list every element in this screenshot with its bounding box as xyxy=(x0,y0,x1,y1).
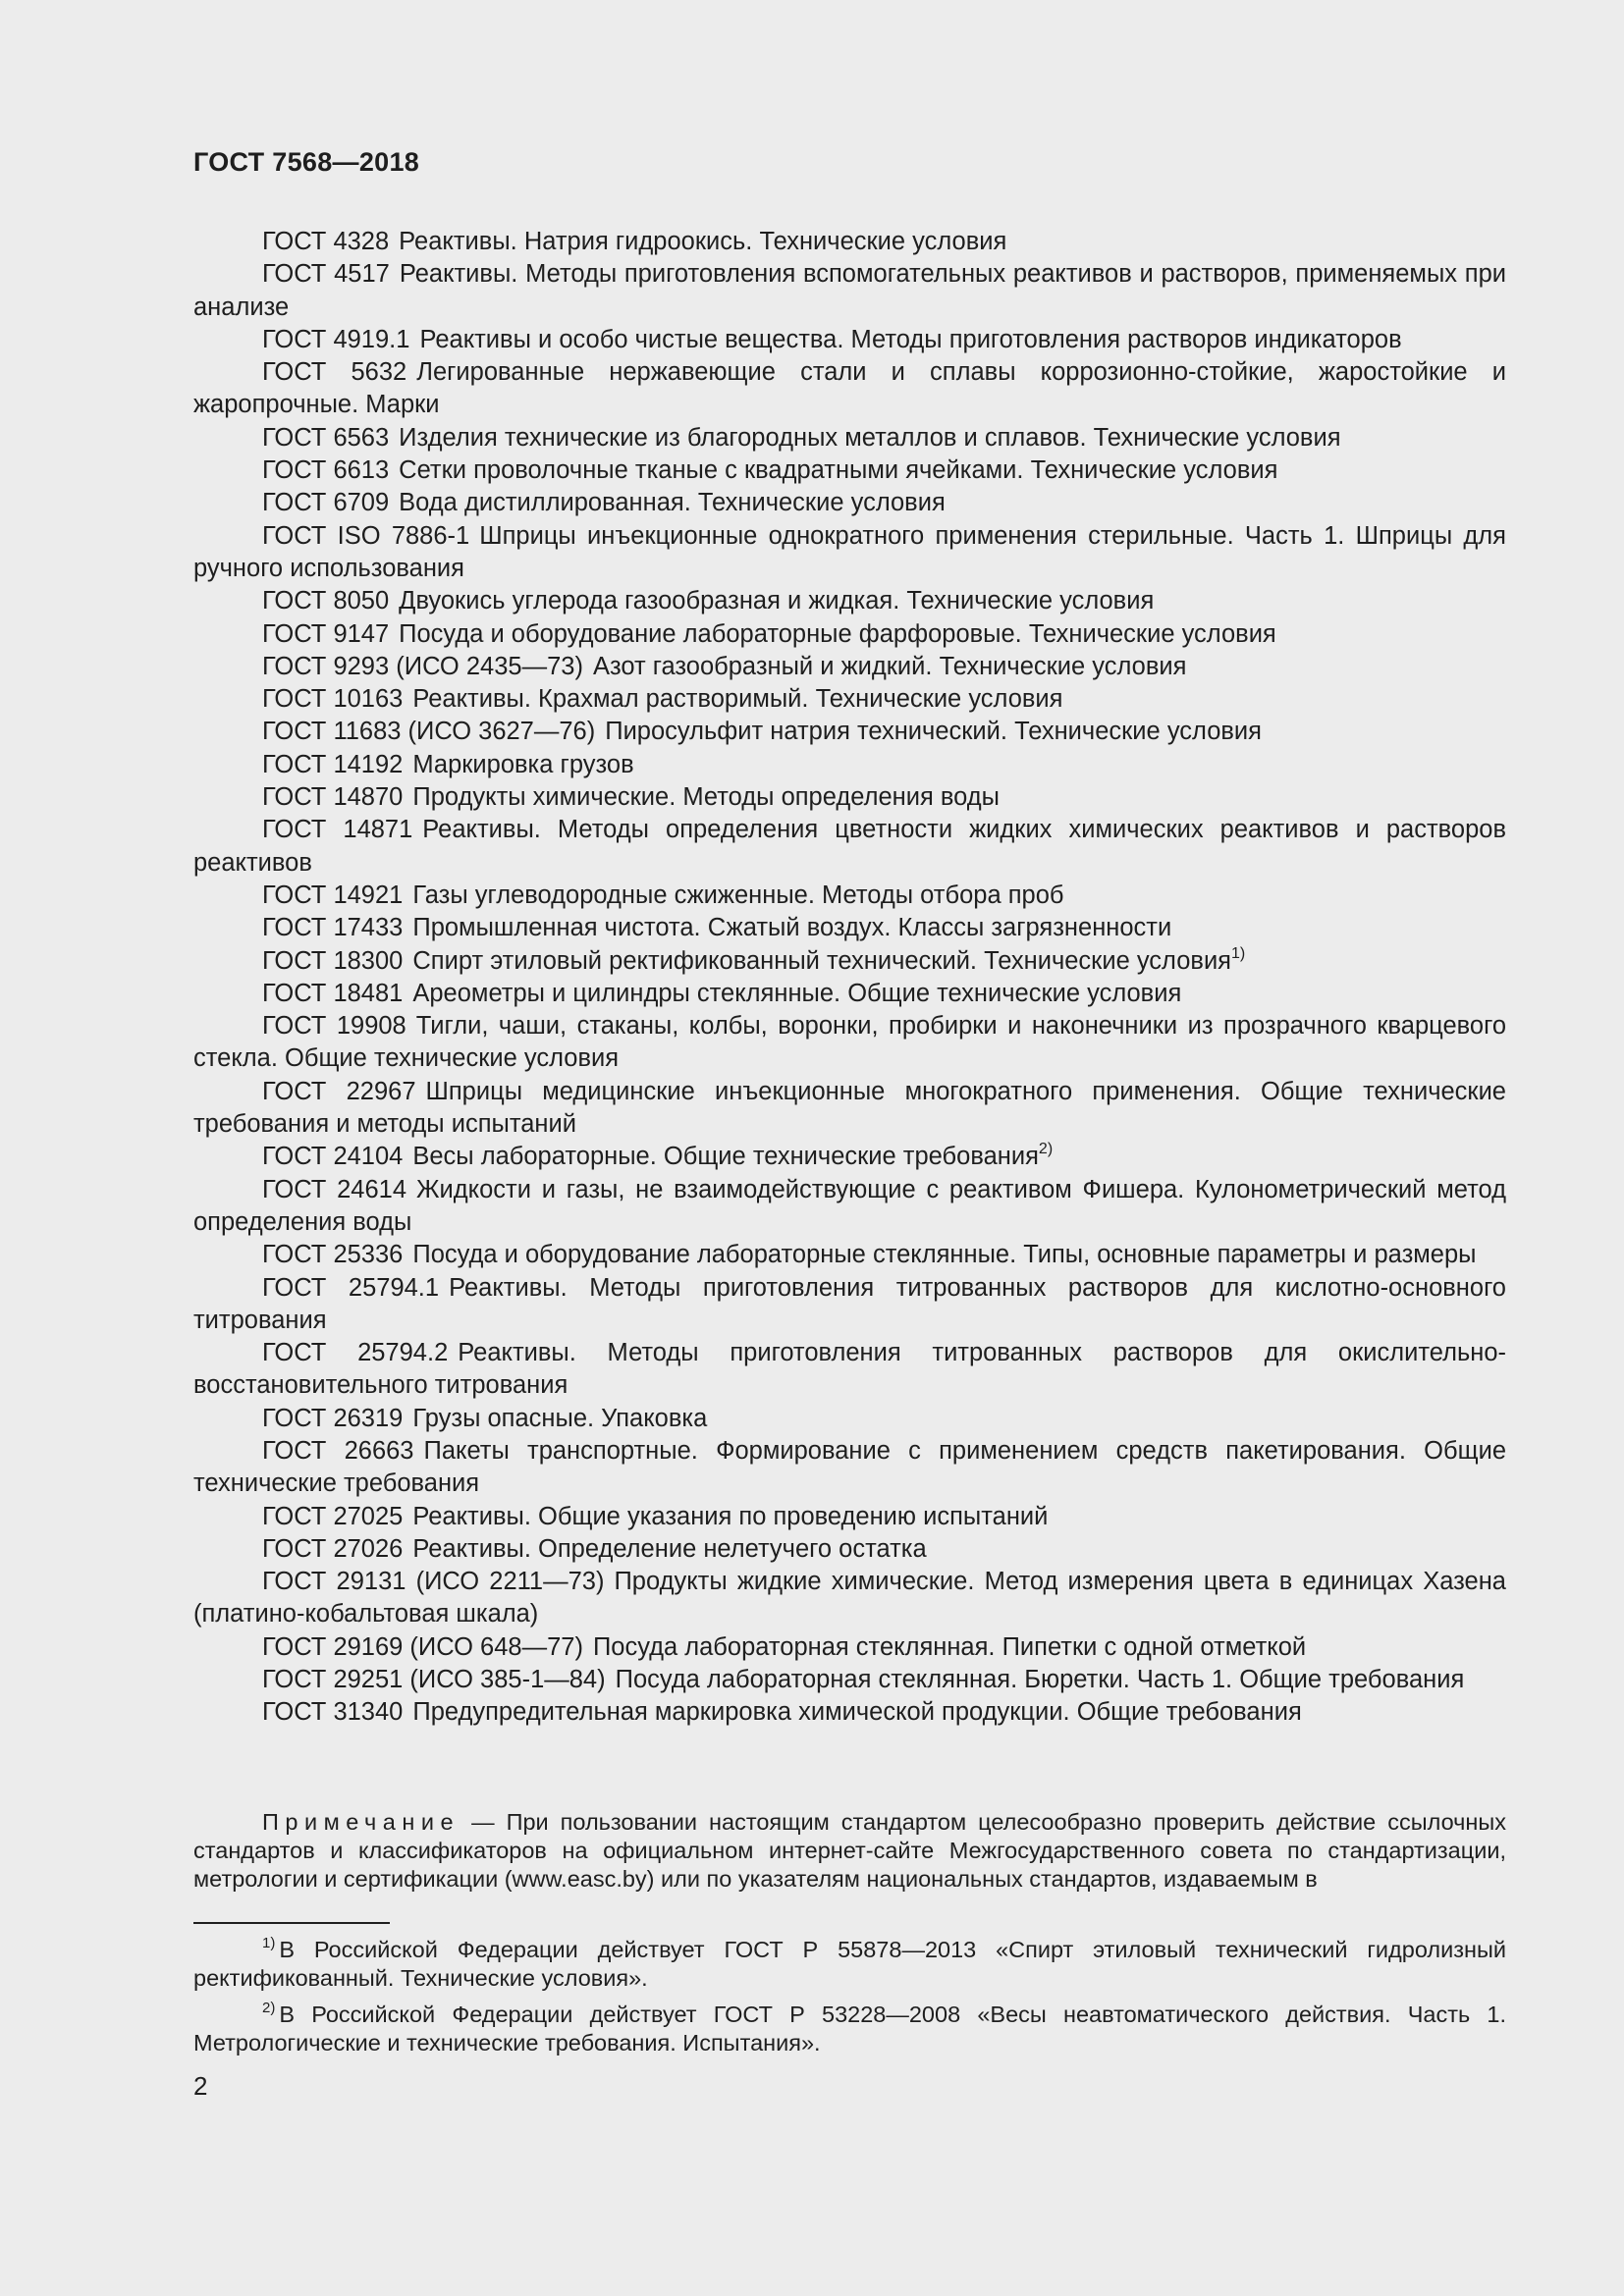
reference-title: Вода дистиллированная. Технические условия xyxy=(399,489,946,517)
footnote-mark: 2) xyxy=(262,2000,276,2016)
reference-title: Реактивы. Натрия гидроокись. Технические условия xyxy=(399,228,1007,255)
reference-code: ГОСТ 9147 xyxy=(262,619,390,648)
reference-title: Посуда и оборудование лабораторные фарфоровые. Технические условия xyxy=(399,619,1276,648)
reference-code: ГОСТ 14192 xyxy=(262,750,404,778)
reference-item xyxy=(193,1174,1506,1240)
reference-item xyxy=(193,880,1506,912)
reference-title: Реактивы. Общие указания по проведению испытаний xyxy=(412,1502,1049,1530)
reference-title: Реактивы. Методы приготовления титрованных растворов для окислительно-восстановительного титрования xyxy=(193,1339,1506,1400)
reference-item xyxy=(193,356,1506,422)
reference-title: Промышленная чистота. Сжатый воздух. Классы загрязненности xyxy=(412,914,1172,942)
note-text: — При пользовании настоящим стандартом целесообразно проверить действие ссылочных стандартов и классификаторов на официальном интернет-сайте Межгосударственного совета по стандартизации, метрологии и сертификации (www.easc.by) или по указателям национальных стандартов, издаваемым в xyxy=(193,1809,1507,1892)
reference-code: ГОСТ 8050 xyxy=(262,587,390,615)
reference-code: ГОСТ 5632 xyxy=(262,358,407,387)
reference-code: ГОСТ 6613 xyxy=(262,456,390,485)
reference-item xyxy=(193,1631,1506,1664)
reference-title: Предупредительная маркировка химической продукции. Общие требования xyxy=(412,1698,1302,1727)
footnote-separator xyxy=(193,1922,390,1924)
reference-item xyxy=(193,1337,1506,1403)
reference-item xyxy=(193,912,1506,944)
reference-title: Спирт этиловый ректификованный технический. Технические условия xyxy=(412,946,1231,975)
reference-code: ГОСТ 4919.1 xyxy=(262,325,410,353)
reference-item xyxy=(193,1533,1506,1566)
reference-code: ГОСТ 24614 xyxy=(262,1175,407,1203)
reference-title: Посуда лабораторная стеклянная. Пипетки с одной отметкой xyxy=(592,1632,1307,1661)
reference-item xyxy=(193,1501,1506,1533)
reference-code: ГОСТ 22967 xyxy=(262,1077,416,1105)
footnote-item xyxy=(193,2001,1506,2057)
reference-title: Продукты жидкие химические. Метод измерения цвета в единицах Хазена (платино-кобальтовая шкала) xyxy=(193,1568,1506,1629)
reference-code: ГОСТ 6563 xyxy=(262,423,390,452)
reference-item xyxy=(193,1010,1506,1076)
reference-code: ГОСТ 17433 xyxy=(262,914,404,942)
note-paragraph xyxy=(193,1808,1506,1894)
reference-title: Реактивы. Методы приготовления вспомогательных реактивов и растворов, применяемых при анализе xyxy=(193,260,1506,321)
reference-item xyxy=(193,814,1506,880)
reference-item xyxy=(193,978,1506,1010)
reference-code: ГОСТ 14921 xyxy=(262,881,404,909)
reference-item xyxy=(193,487,1506,519)
reference-item xyxy=(193,781,1506,814)
reference-code: ГОСТ 14871 xyxy=(262,816,413,844)
reference-item xyxy=(193,1272,1506,1338)
reference-title: Посуда лабораторная стеклянная. Бюретки. Часть 1. Общие требования xyxy=(615,1666,1465,1694)
reference-code: ГОСТ 4517 xyxy=(262,260,390,289)
footnote-mark: 1) xyxy=(1231,944,1246,962)
page-number: 2 xyxy=(193,2071,208,2101)
reference-code: ГОСТ 10163 xyxy=(262,685,404,714)
reference-code: ГОСТ 29251 (ИСО 385-1—84) xyxy=(262,1666,606,1694)
reference-code: ГОСТ ISO 7886-1 xyxy=(262,521,470,550)
reference-title: Газы углеводородные сжиженные. Методы отбора проб xyxy=(412,881,1064,909)
footnotes xyxy=(193,1936,1506,2065)
reference-item xyxy=(193,1696,1506,1729)
reference-code: ГОСТ 25794.1 xyxy=(262,1273,440,1302)
reference-code: ГОСТ 18300 xyxy=(262,946,404,975)
reference-code: ГОСТ 25794.2 xyxy=(262,1339,449,1367)
reference-code: ГОСТ 29169 (ИСО 648—77) xyxy=(262,1632,583,1661)
reference-item xyxy=(193,258,1506,324)
reference-item xyxy=(193,1239,1506,1271)
reference-code: ГОСТ 9293 (ИСО 2435—73) xyxy=(262,652,583,680)
reference-item xyxy=(193,520,1506,586)
document-header: ГОСТ 7568—2018 xyxy=(193,147,420,177)
reference-code: ГОСТ 29131 (ИСО 2211—73) xyxy=(262,1568,605,1596)
reference-item xyxy=(193,749,1506,781)
reference-title: Весы лабораторные. Общие технические требования xyxy=(412,1143,1039,1171)
reference-title: Продукты химические. Методы определения воды xyxy=(412,783,1000,812)
normative-references-list xyxy=(193,226,1506,1730)
reference-title: Посуда и оборудование лабораторные стеклянные. Типы, основные параметры и размеры xyxy=(412,1241,1477,1269)
reference-title: Грузы опасные. Упаковка xyxy=(412,1404,708,1432)
reference-title: Тигли, чаши, стаканы, колбы, воронки, пробирки и наконечники из прозрачного кварцевого стекла. Общие технические условия xyxy=(193,1012,1507,1073)
reference-title: Изделия технические из благородных металлов и сплавов. Технические условия xyxy=(399,423,1341,452)
reference-item xyxy=(193,945,1506,978)
note-label: Примечание xyxy=(262,1809,460,1835)
reference-code: ГОСТ 24104 xyxy=(262,1143,404,1171)
reference-title: Реактивы. Крахмал растворимый. Технические условия xyxy=(412,685,1063,714)
reference-title: Азот газообразный и жидкий. Технические условия xyxy=(592,652,1187,680)
reference-code: ГОСТ 14870 xyxy=(262,783,404,812)
reference-title: Пиросульфит натрия технический. Технические условия xyxy=(605,718,1262,746)
reference-title: Жидкости и газы, не взаимодействующие с реактивом Фишера. Кулонометрический метод определения воды xyxy=(193,1175,1506,1236)
footnote-mark: 1) xyxy=(262,1935,276,1951)
reference-title: Шприцы инъекционные однократного применения стерильные. Часть 1. Шприцы для ручного использования xyxy=(193,521,1506,582)
reference-title: Двуокись углерода газообразная и жидкая. Технические условия xyxy=(399,587,1155,615)
reference-code: ГОСТ 6709 xyxy=(262,489,390,517)
reference-code: ГОСТ 26663 xyxy=(262,1436,414,1465)
reference-item xyxy=(193,422,1506,454)
reference-code: ГОСТ 19908 xyxy=(262,1012,406,1041)
reference-code: ГОСТ 18481 xyxy=(262,979,404,1007)
reference-code: ГОСТ 25336 xyxy=(262,1241,404,1269)
reference-code: ГОСТ 11683 (ИСО 3627—76) xyxy=(262,718,596,746)
reference-item xyxy=(193,454,1506,487)
reference-item xyxy=(193,1566,1506,1631)
reference-item xyxy=(193,1403,1506,1435)
reference-title: Реактивы и особо чистые вещества. Методы приготовления растворов индикаторов xyxy=(419,325,1402,353)
footnote-text: В Российской Федерации действует ГОСТ Р 55878—2013 «Спирт этиловый технический гидролизный ректификованный. Технические условия». xyxy=(193,1937,1506,1991)
reference-title: Пакеты транспортные. Формирование с применением средств пакетирования. Общие технические требования xyxy=(193,1436,1507,1498)
reference-item xyxy=(193,226,1506,258)
reference-item xyxy=(193,1076,1506,1142)
reference-title: Реактивы. Методы приготовления титрованных растворов для кислотно-основного титрования xyxy=(193,1273,1506,1334)
reference-code: ГОСТ 4328 xyxy=(262,228,390,255)
reference-item xyxy=(193,1435,1506,1501)
reference-item xyxy=(193,1664,1506,1696)
reference-item xyxy=(193,683,1506,716)
reference-code: ГОСТ 27025 xyxy=(262,1502,404,1530)
reference-title: Легированные нержавеющие стали и сплавы коррозионно-стойкие, жаростойкие и жаропрочные. Марки xyxy=(193,358,1506,419)
reference-title: Ареометры и цилиндры стеклянные. Общие технические условия xyxy=(412,979,1182,1007)
reference-item xyxy=(193,618,1506,651)
reference-code: ГОСТ 31340 xyxy=(262,1698,404,1727)
reference-code: ГОСТ 26319 xyxy=(262,1404,404,1432)
reference-item xyxy=(193,324,1506,356)
reference-code: ГОСТ 27026 xyxy=(262,1534,404,1563)
reference-item xyxy=(193,585,1506,617)
reference-item xyxy=(193,1141,1506,1173)
reference-item xyxy=(193,651,1506,683)
reference-title: Сетки проволочные тканые с квадратными ячейками. Технические условия xyxy=(399,456,1278,485)
footnote-text: В Российской Федерации действует ГОСТ Р 53228—2008 «Весы неавтоматического действия. Часть 1. Метрологические и технические требования. Испытания». xyxy=(193,2002,1506,2056)
footnote-item xyxy=(193,1936,1506,1993)
footnote-mark: 2) xyxy=(1038,1141,1054,1158)
reference-title: Маркировка грузов xyxy=(412,750,634,778)
reference-title: Реактивы. Методы определения цветности жидких химических реактивов и растворов реактивов xyxy=(193,816,1506,877)
reference-title: Реактивы. Определение нелетучего остатка xyxy=(412,1534,927,1563)
reference-item xyxy=(193,716,1506,748)
reference-title: Шприцы медицинские инъекционные многократного применения. Общие технические требования и методы испытаний xyxy=(193,1077,1506,1139)
